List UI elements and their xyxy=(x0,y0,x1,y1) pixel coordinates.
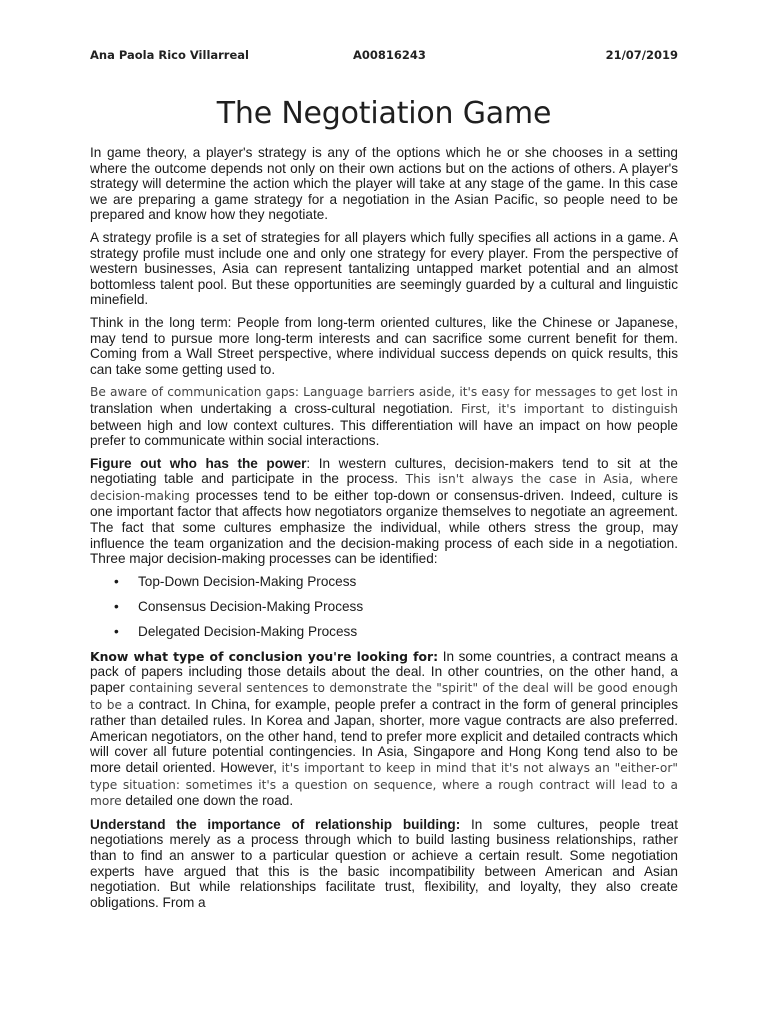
paragraph-long-term: Think in the long term: People from long-term oriented cultures, like the Chinese or Japanese, may tend to pursue more long-term interests and can sacrifice some current benefit for them. Coming from a Wall Street perspective, where individual success depends on quick results, this can take some getting used to. xyxy=(90,314,678,377)
document-title: The Negotiation Game xyxy=(216,96,552,131)
list-item-label: Consensus Decision-Making Process xyxy=(138,598,364,614)
paragraph-conclusion xyxy=(90,649,678,810)
text-segment: between high and low context cultures. This differentiation will have an impact on how people prefer to communicate within social interactions. xyxy=(90,417,678,449)
bullet-icon: • xyxy=(114,623,119,639)
bullet-icon: • xyxy=(114,573,119,589)
paragraph-lead: Know what type of conclusion you're looking for: xyxy=(90,648,439,664)
text-segment: In some countries, a contract means a pack of papers including those details about the deal. In other countries, on the other hand, a paper xyxy=(90,648,678,696)
list-item-label: Delegated Decision-Making Process xyxy=(138,623,358,639)
document-date: 21/07/2019 xyxy=(605,48,678,62)
paragraph-lead: Understand the importance of relationship building: xyxy=(90,816,461,832)
list-item xyxy=(90,624,678,639)
list-item-label: Top-Down Decision-Making Process xyxy=(138,573,357,589)
paragraph-lead: Figure out who has the power xyxy=(90,455,307,471)
text-segment: contract. In China, for example, people prefer a contract in the form of general principles rather than detailed rules. In Korea and Japan, shorter, more vague contracts are also preferred. American negotiators, on the other hand, tend to prefer more explicit and detailed contracts which will cover all future potential contingencies. In Asia, Singapore and Hong Kong tend also to be more detail oriented. However, xyxy=(90,696,679,775)
text-segment: translation when undertaking a cross-cultural negotiation. xyxy=(90,400,454,416)
bullet-icon: • xyxy=(114,598,119,614)
list-item xyxy=(90,574,678,589)
list-item xyxy=(90,599,678,614)
text-segment: containing several sentences to demonstrate the "spirit" of the deal will be good enough to be a xyxy=(90,681,678,712)
text-segment: processes tend to be either top-down or consensus-driven. Indeed, culture is one important factor that affects how negotiators organize themselves to negotiate an agreement. The fact that some cultures emphasize the individual, while others stress the group, may influence the team organization and the decision-making process of each side in a negotiation. Three major decision-making processes can be identified: xyxy=(90,487,678,567)
paragraph-power xyxy=(90,456,678,567)
text-segment: Be aware of communication gaps: Language barriers aside, it's easy for messages to get lost in xyxy=(90,385,678,400)
paragraph-strategy-profile: A strategy profile is a set of strategies for all players which fully specifies all actions in a game. A strategy profile must include one and only one strategy for every player. From the perspective of western businesses, Asia can represent tantalizing untapped market potential and an almost bottomless talent pool. But these opportunities are seemingly guarded by a cultural and linguistic minefield. xyxy=(90,229,678,308)
paragraph-relationship xyxy=(90,817,678,911)
author-name: Ana Paola Rico Villarreal xyxy=(90,48,249,62)
text-segment: detailed one down the road. xyxy=(125,793,294,809)
text-segment: This isn't always the case in Asia, where decision-making xyxy=(90,472,678,503)
text-segment: it's important to keep in mind that it's not always an "either-or" type situation: sometimes it's a question on sequence, where a rough contract will lead to a more xyxy=(90,761,678,809)
text-segment: In some cultures, people treat negotiations merely as a process through which to build lasting business relationships, rather than to find an answer to a particular question or achieve a certain result. Some negotiation experts have argued that this is the basic incompatibility between American and Asian negotiation. But while relationships facilitate trust, flexibility, and loyalty, they also create obligations. From a xyxy=(90,816,678,910)
document-body xyxy=(90,145,678,917)
student-id: A00816243 xyxy=(353,48,426,62)
paragraph-intro: In game theory, a player's strategy is any of the options which he or she chooses in a setting where the outcome depends not only on their own actions but on the actions of others. A player's strategy will determine the action which the player will take at any stage of the game. In this case we are preparing a game strategy for a negotiation in the Asian Pacific, so people need to be prepared and know how they negotiate. xyxy=(90,145,678,223)
decision-process-list xyxy=(90,574,678,639)
text-segment: First, it's important to distinguish xyxy=(460,401,678,416)
page-header xyxy=(90,48,678,64)
paragraph-communication-gaps xyxy=(90,384,678,448)
text-segment: : In western cultures, decision-makers tend to sit at the negotiating table and participate in the process. xyxy=(90,455,678,487)
